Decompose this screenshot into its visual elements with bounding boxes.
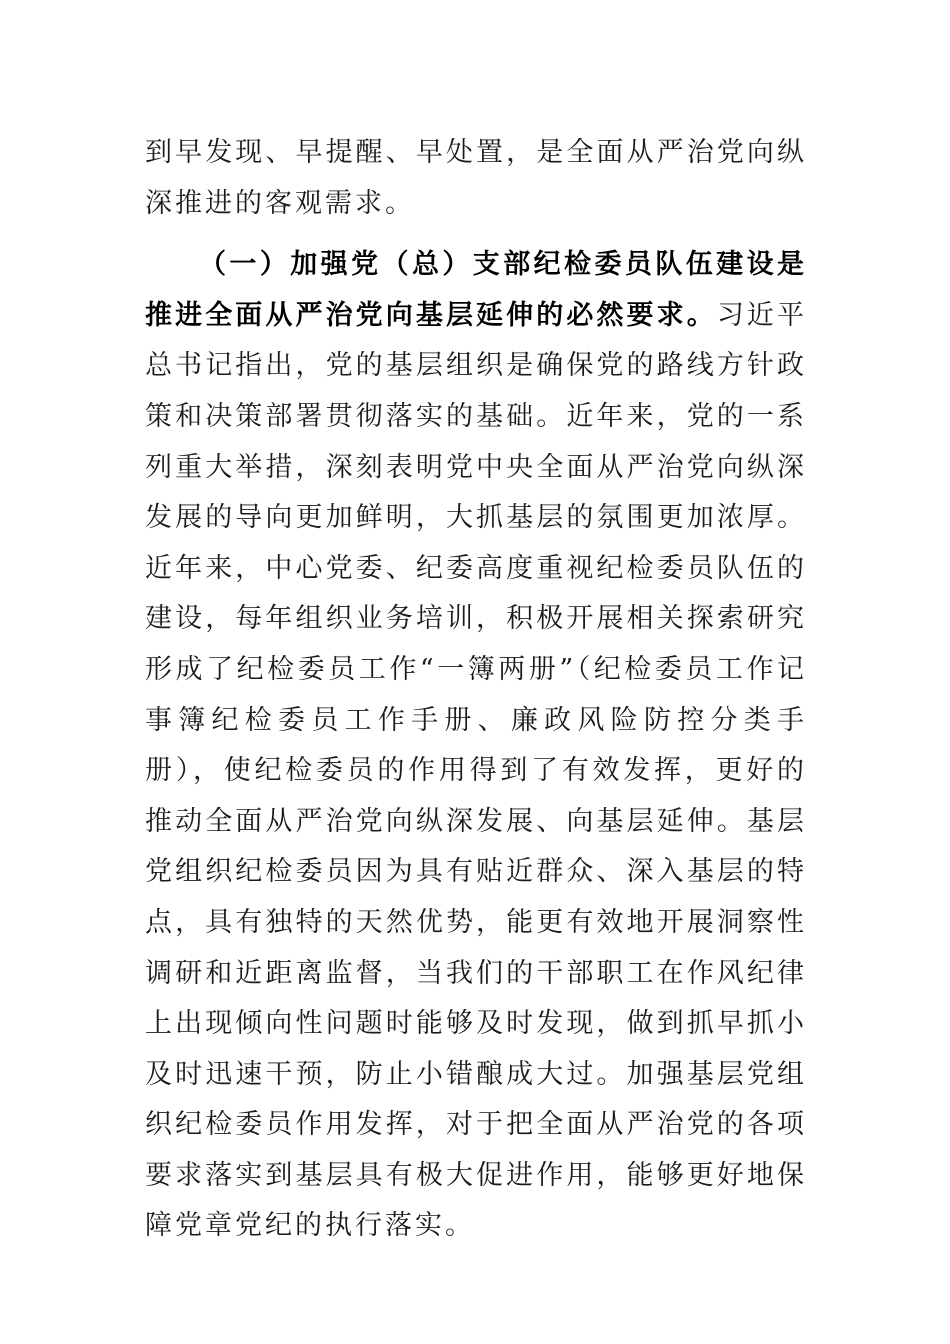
section-body: 习近平总书记指出，党的基层组织是确保党的路线方针政策和决策部署贯彻落实的基础。近年来，党的一系列重大举措，深刻表明党中央全面从严治党向纵深发展的导向更加鲜明，大抓基层的氛围更加浓厚。近年来，中心党委、纪委高度重视纪检委员队伍的建设，每年组织业务培训，积极开展相关探索研究形成了纪检委员工作“一簿两册”（纪检委员工作记事簿纪检委员工作手册、廉政风险防控分类手册），使纪检委员的作用得到了有效发挥，更好的推动全面从严治党向纵深发展、向基层延伸。基层党组织纪检委员因为具有贴近群众、深入基层的特点，具有独特的天然优势，能更有效地开展洞察性调研和近距离监督，当我们的干部职工在作风纪律上出现倾向性问题时能够及时发现，做到抓早抓小及时迅速干预，防止小错酿成大过。加强基层党组织纪检委员作用发挥，对于把全面从严治党的各项要求落实到基层具有极大促进作用，能够更好地保障党章党纪的执行落实。 bbox=[145, 299, 808, 1242]
document-page bbox=[145, 128, 807, 1252]
paragraph-continuation: 到早发现、早提醒、早处置，是全面从严治党向纵深推进的客观需求。 bbox=[145, 137, 807, 219]
section-heading: （一）加强党（总）支部纪检委员队伍建设是推进全面从严治党向基层延伸的必然要求。 bbox=[145, 249, 807, 331]
paragraph-section-one bbox=[145, 240, 807, 1252]
